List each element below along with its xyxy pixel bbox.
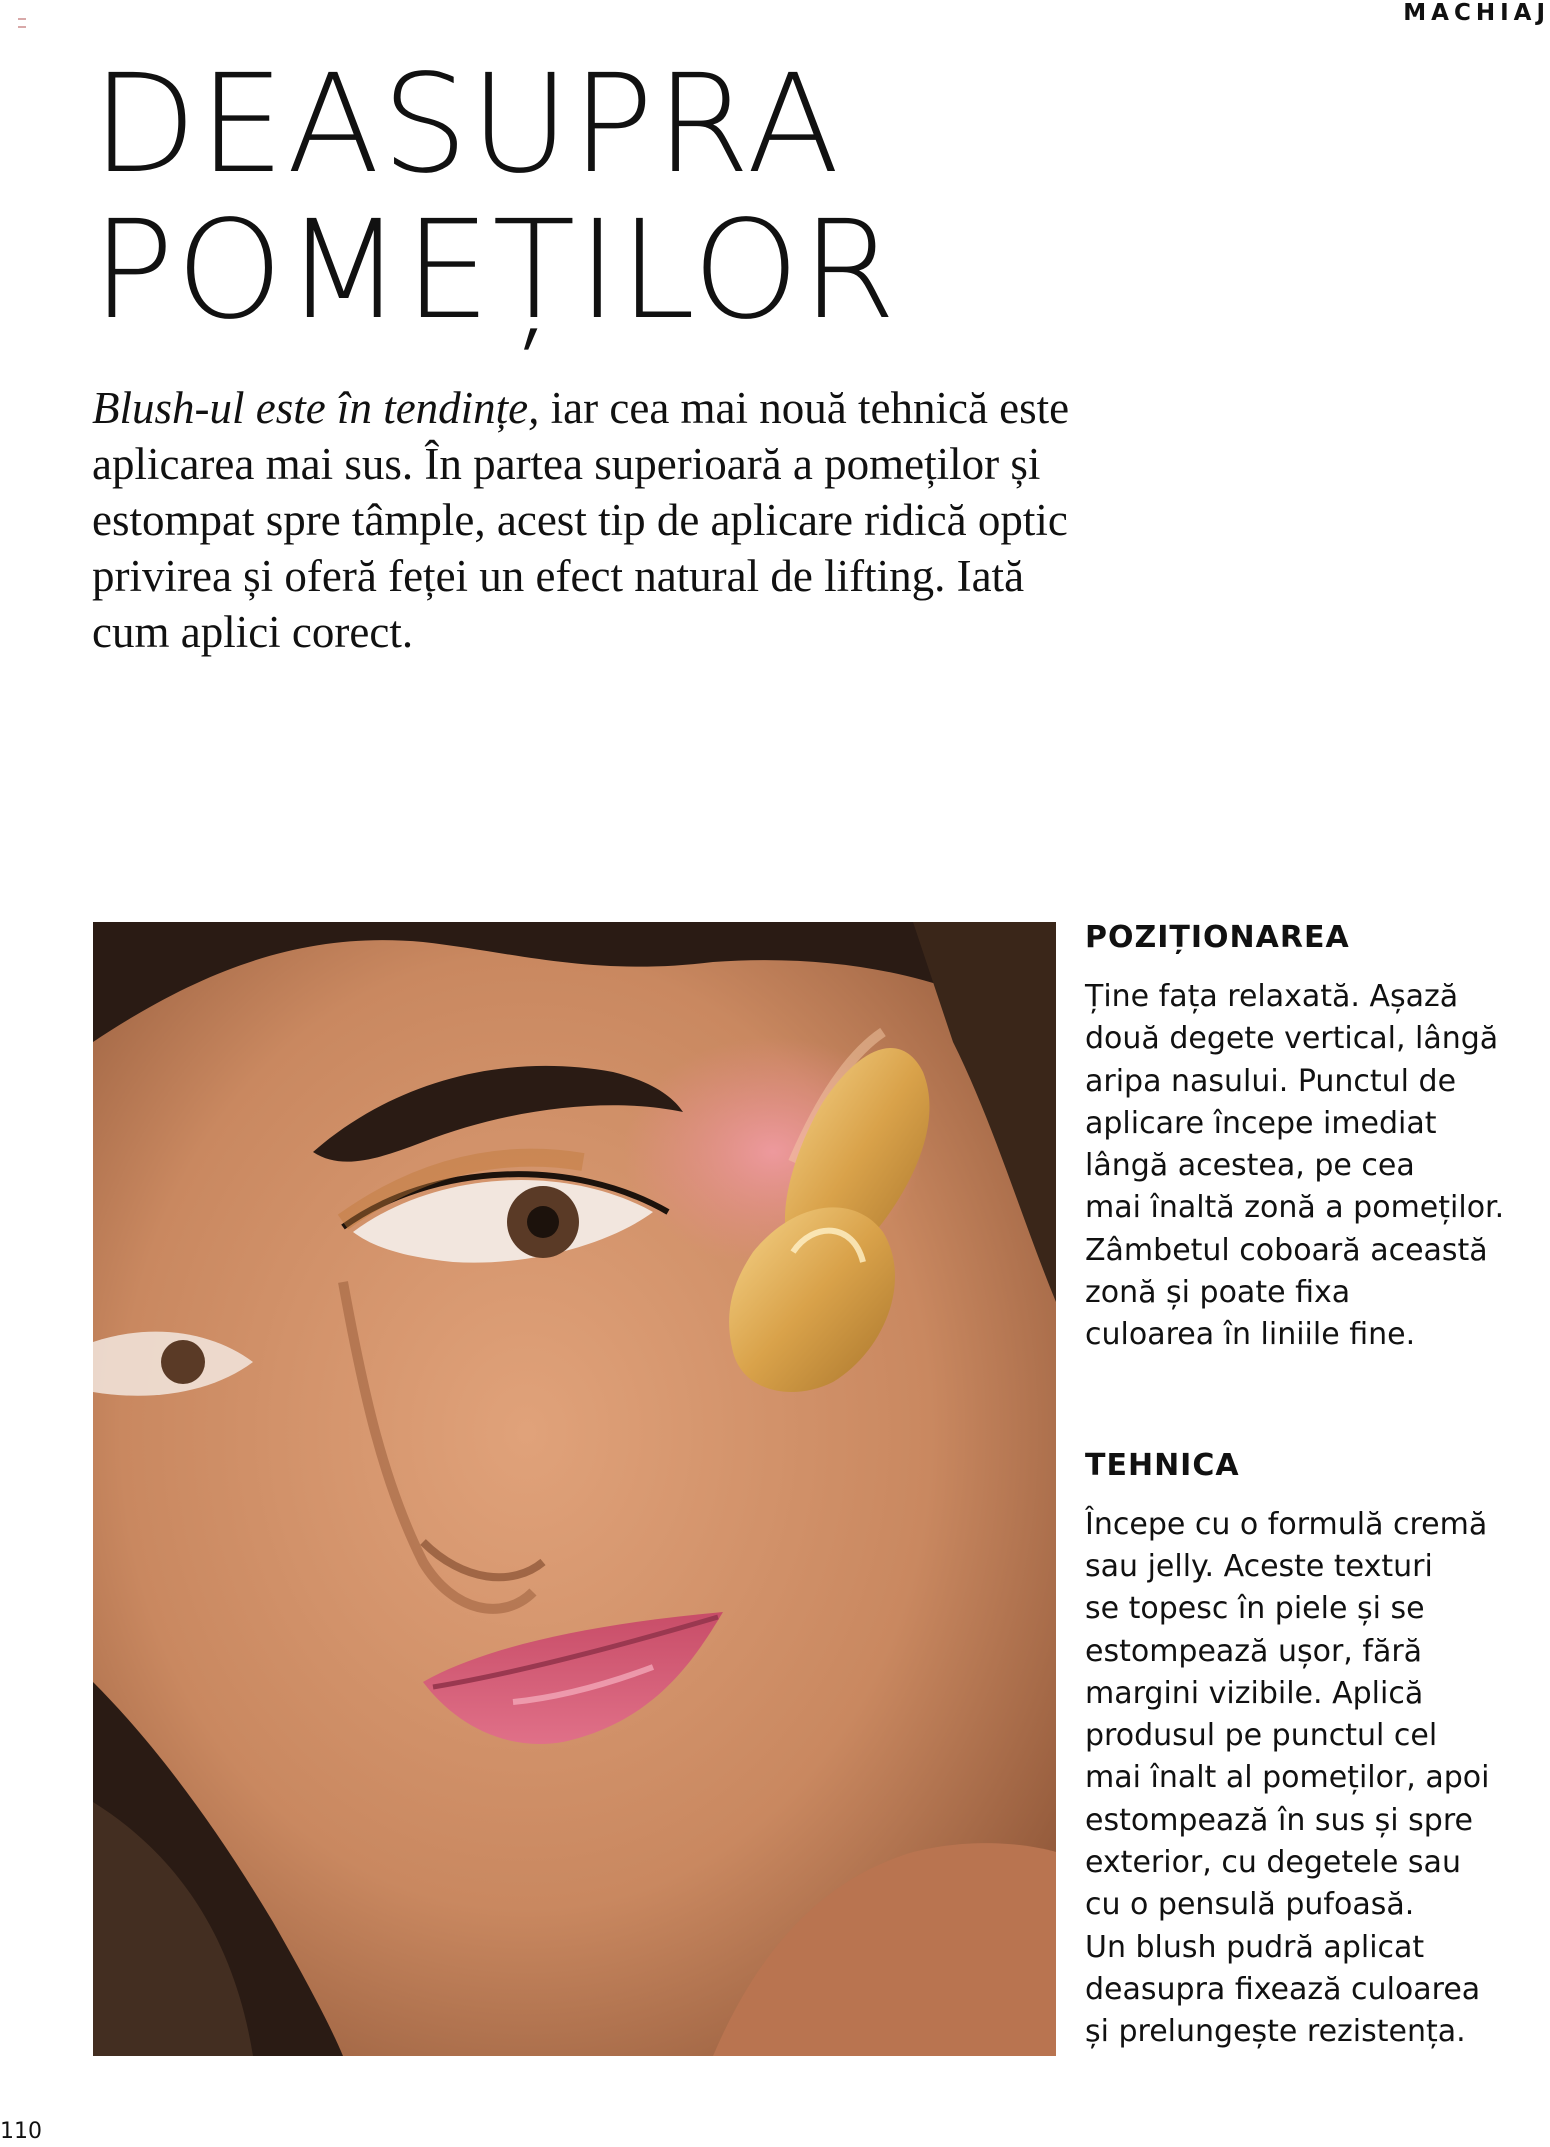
body-line: sau jelly. Aceste texturi: [1085, 1548, 1433, 1584]
body-line: produsul pe punctul cel: [1085, 1718, 1438, 1754]
body-line: exterior, cu degetele sau: [1085, 1845, 1461, 1881]
body-line: estompează în sus și spre: [1085, 1802, 1473, 1838]
intro-italic-lead: Blush-ul este în tendințe,: [92, 383, 540, 433]
body-line: cu o pensulă pufoasă.: [1085, 1887, 1415, 1923]
body-line: mai înalt al pomeților, apoi: [1085, 1760, 1490, 1796]
section-label: MACHIAJ: [1403, 0, 1550, 26]
body-line: deasupra fixează culoarea: [1085, 1971, 1481, 2007]
block-tehnica: [1085, 1448, 1535, 2054]
block-title: TEHNICA: [1085, 1447, 1240, 1483]
body-line: se topesc în piele și se: [1085, 1591, 1425, 1627]
body-line: aripa nasului. Punctul de: [1085, 1063, 1457, 1099]
body-line: estompează ușor, fără: [1085, 1633, 1423, 1669]
body-line: lângă acestea, pe cea: [1085, 1148, 1415, 1184]
body-line: zonă și poate fixa: [1085, 1275, 1351, 1311]
body-line: și prelungește rezistența.: [1085, 2014, 1466, 2050]
body-line: margini vizibile. Aplică: [1085, 1675, 1424, 1711]
block-title: POZIȚIONAREA: [1085, 920, 1350, 955]
block-body: [1085, 976, 1535, 1357]
body-line: Ține fața relaxată. Așază: [1085, 979, 1459, 1014]
body-line: Zâmbetul coboară această: [1085, 1232, 1488, 1268]
block-pozitionarea: [1085, 920, 1535, 1357]
intro-text: iar cea mai nouă tehnică este aplicarea mai sus. În partea superioară a pomeților și estompat spre tâmple, acest tip de aplicare ridică optic privirea și oferă feței un efect natural de lifting. Iată cum aplici corect.: [92, 383, 1070, 657]
page-number: 110: [0, 2119, 42, 2144]
body-line: culoarea în liniile fine.: [1085, 1317, 1416, 1353]
headline-line-2: POMEȚILOR: [92, 192, 898, 350]
body-line: Un blush pudră aplicat: [1085, 1929, 1425, 1965]
portrait-illustration: [93, 922, 1056, 2056]
portrait-photo: [93, 922, 1056, 2056]
intro-paragraph: [92, 380, 1092, 660]
body-line: mai înaltă zonă a pomeților.: [1085, 1190, 1505, 1226]
body-line: două degete vertical, lângă: [1085, 1021, 1499, 1057]
body-line: aplicare începe imediat: [1085, 1105, 1437, 1141]
body-line: Începe cu o formulă cremă: [1085, 1506, 1488, 1542]
sidebar-text: [1085, 920, 1535, 2054]
headline-line-1: DEASUPRA: [92, 46, 842, 204]
block-body: [1085, 1504, 1535, 2054]
corner-mark: [18, 18, 26, 28]
headline: [92, 46, 1192, 350]
